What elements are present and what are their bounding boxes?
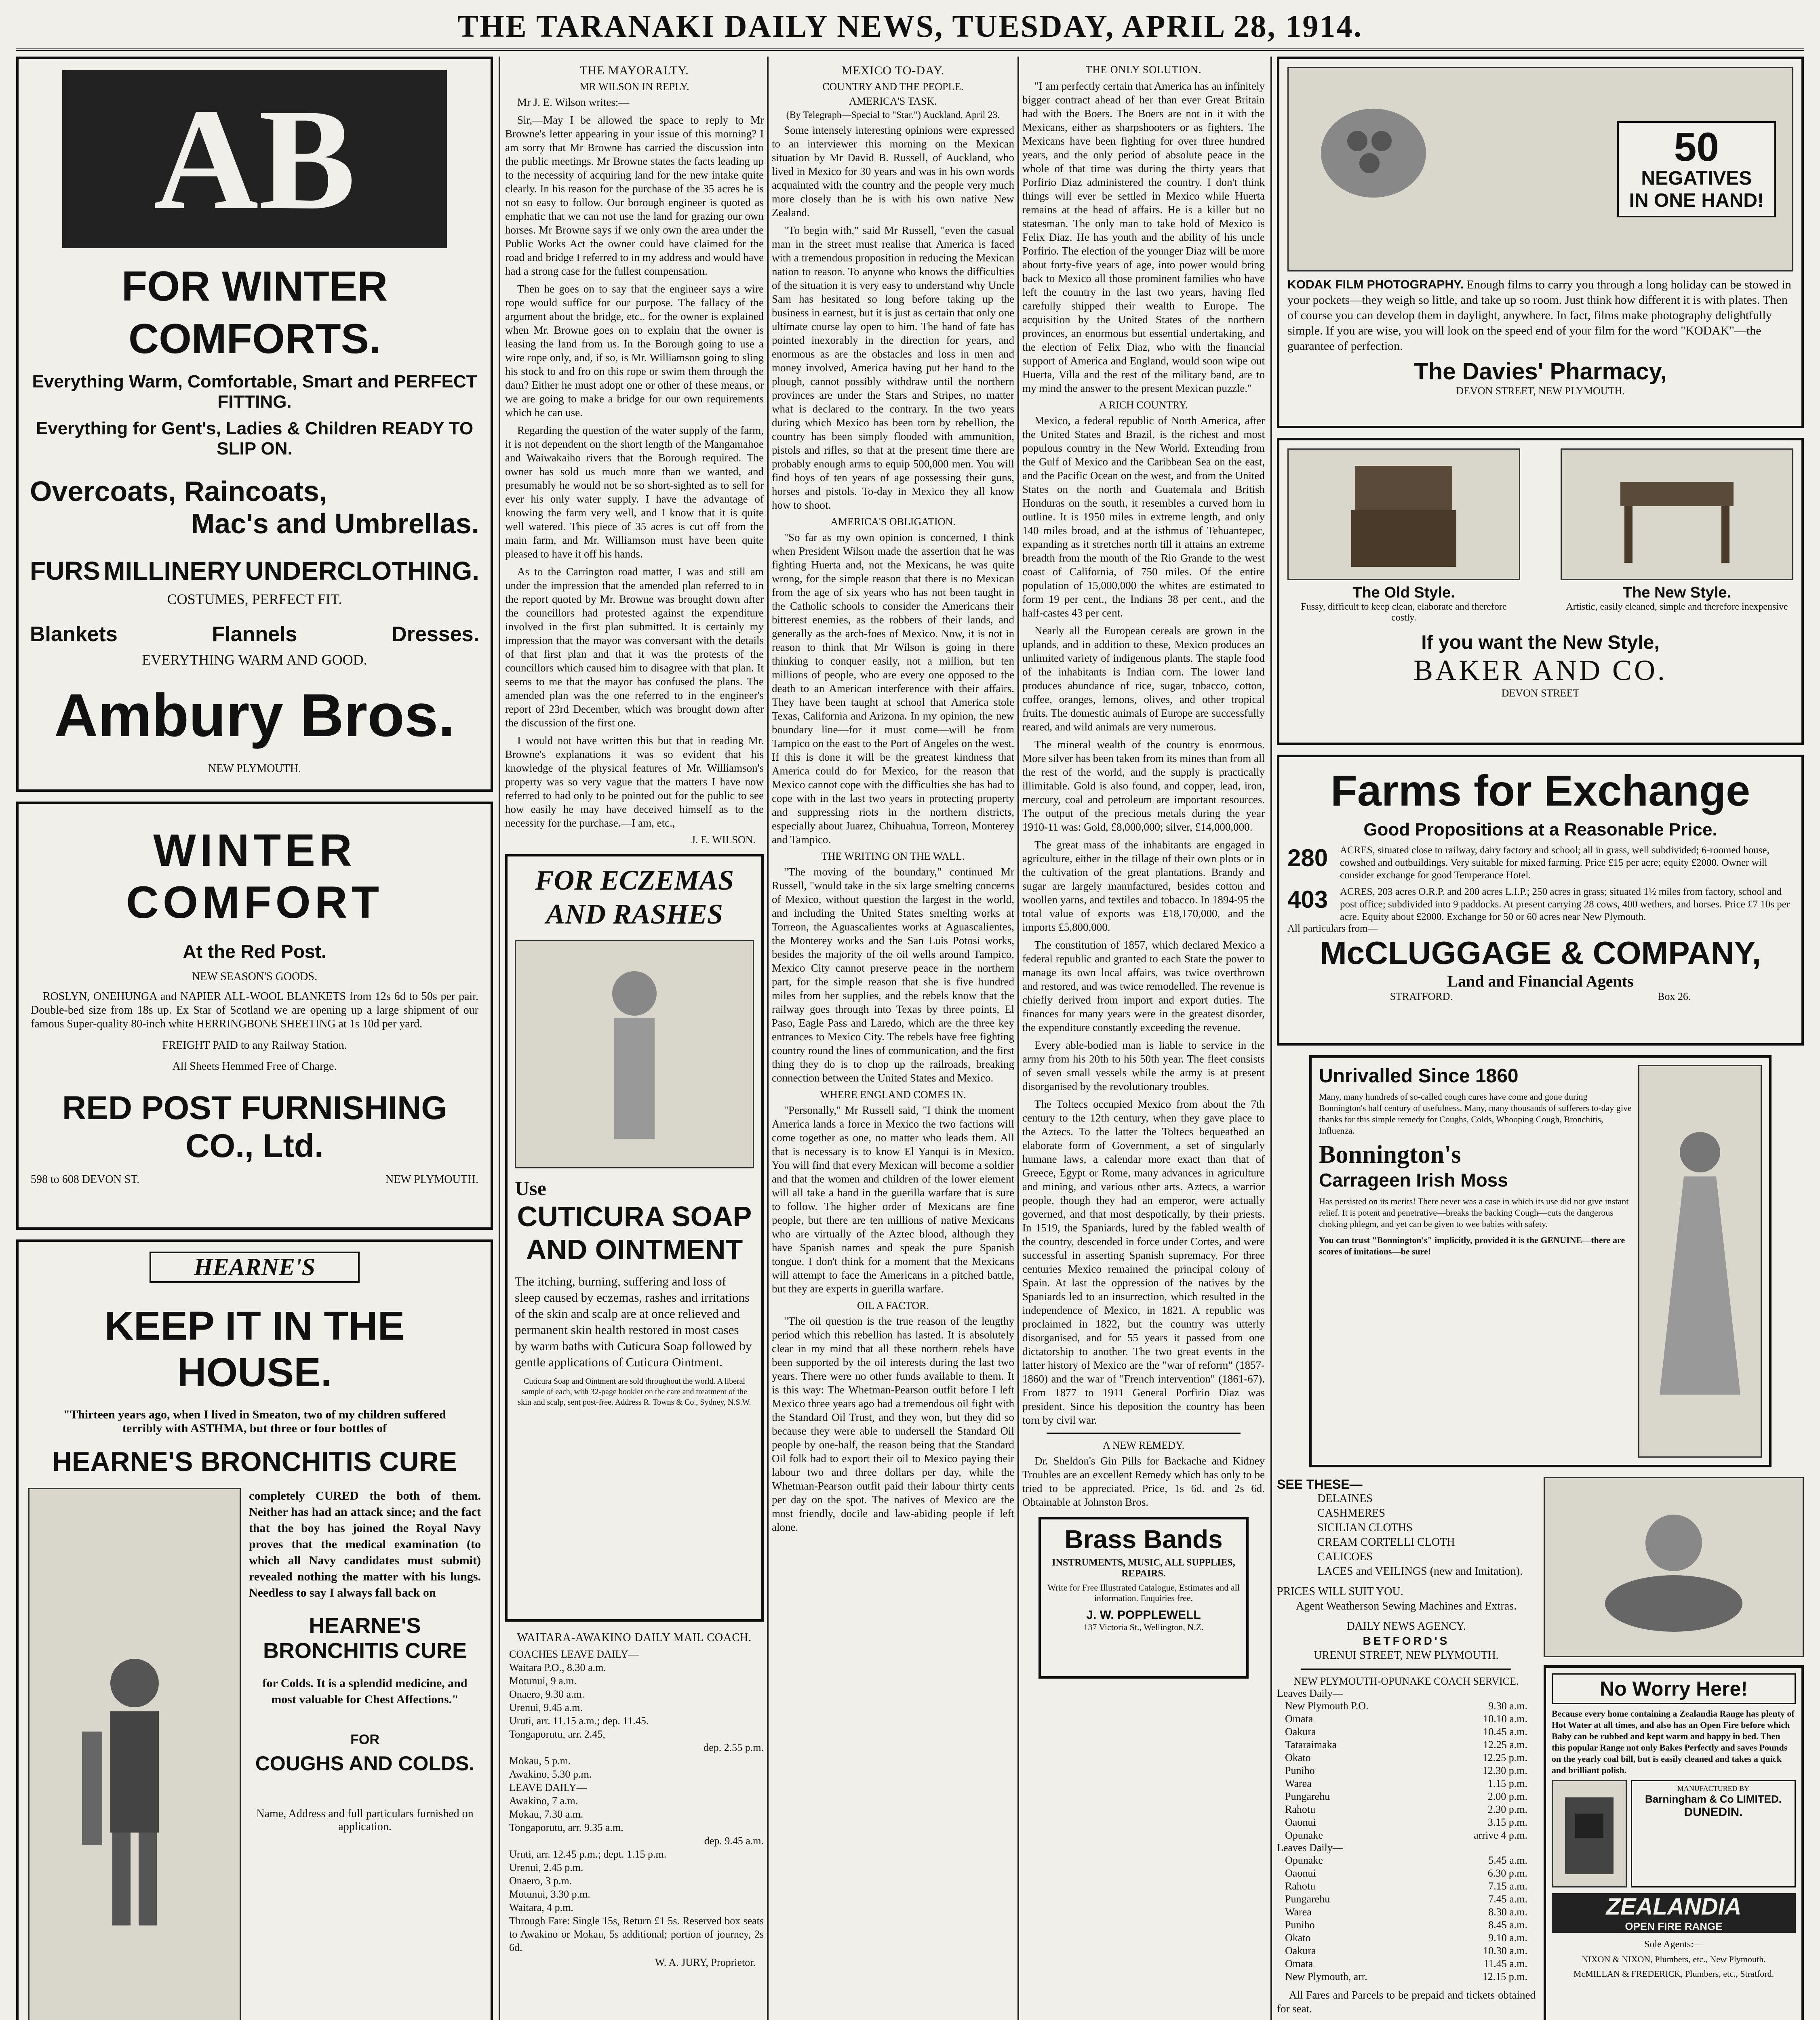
- redpost-address-row: [31, 1173, 478, 1186]
- timetable-row: [1285, 1880, 1527, 1893]
- timetable-time: 9.30 a.m.: [1488, 1700, 1527, 1712]
- ambury-line1: Everything Warm, Comfortable, Smart and PERFECT FITTING.: [32, 372, 477, 412]
- ambury-blankets: Blankets: [30, 623, 118, 646]
- kodak-text: [1287, 277, 1793, 354]
- negatives-badge: [1617, 121, 1776, 217]
- zealandia-maker2: Barningham & Co LIMITED.: [1645, 1793, 1782, 1805]
- zealandia-agent1: NIXON & NIXON, Plumbers, etc., New Plymouth.: [1582, 1954, 1766, 1964]
- redpost-season: NEW SEASON'S GOODS.: [192, 970, 318, 983]
- rich-country-paragraph: The constitution of 1857, which declared Mexico a federal republic and granted to each State the power to manage its own local affairs, was twice overthrown and restored, and was twice remodelled. The revenue is chiefly derived from import and export duties. The finances for many years were in the greatest disorder, the expenditure constantly exceeding the revenue.: [1022, 939, 1265, 1033]
- timetable-stop: Pungarehu: [1285, 1791, 1330, 1802]
- timetable-row: [1285, 1919, 1527, 1932]
- child-illustration: [515, 940, 754, 1168]
- old-style: [1287, 448, 1520, 623]
- coach-line: Tongaporutu, arr. 2.45,: [509, 1728, 605, 1740]
- bonnington-product: Carrageen Irish Moss: [1319, 1170, 1508, 1191]
- coach-heading: WAITARA-AWAKINO DAILY MAIL COACH.: [517, 1631, 752, 1644]
- farms-firm: McCLUGGAGE & COMPANY,: [1320, 935, 1761, 971]
- brass-line1: INSTRUMENTS, MUSIC, ALL SUPPLIES, REPAIRS.: [1052, 1557, 1235, 1579]
- timetable-time: 3.15 p.m.: [1487, 1816, 1527, 1828]
- timetable-time: 10.10 a.m.: [1483, 1713, 1527, 1725]
- cuticura-fine: Cuticura Soap and Ointment are sold throughout the world. A liberal sample of each, with 32-page booklet on the care and treatment of the skin and scalp, sent post-free. Address R. Towns & Co., Sydney, N.S.W.: [518, 1377, 751, 1407]
- drapery-name: BETFORD'S: [1363, 1635, 1450, 1647]
- drapery-item: CALICOES: [1317, 1551, 1373, 1563]
- brass-line2: Write for Free Illustrated Catalogue, Estimates and all information. Enquiries free.: [1047, 1582, 1240, 1603]
- mayoralty-subheading: MR WILSON IN REPLY.: [579, 81, 689, 93]
- range-illustration: [1552, 1780, 1627, 1887]
- timetable-stop: Okato: [1285, 1932, 1311, 1944]
- timetable-time: 1.15 p.m.: [1487, 1778, 1527, 1789]
- drapery-item: CASHMERES: [1317, 1507, 1386, 1519]
- mexico-sub5: WHERE ENGLAND COMES IN.: [820, 1089, 966, 1100]
- mexico-sub3: AMERICA'S OBLIGATION.: [830, 516, 956, 528]
- rich-country-paragraph: The Toltecs occupied Mexico from about the 7th century to the 12th century, when they gave place to the Aztecs. To the latter the Toltecs bequeathed an elaborate form of Government, a set of singularly humane laws, a calendar more exact than that of Greece, Egypt or Rome, many advances in agriculture and mining, and various other arts. Aztecs, a warrior people, though they had an emperor, were actually governed, and that most despotically, by their priests. In 1519, the Spaniards, lured by the fabled wealth of the country, descended in force under Cortes, and were successful in asserting Spanish supremacy. For three centuries Mexico remained the principal colony of Spain. At last the oppression of the natives by the Spaniards led to an insurrection, which resulted in the independence of Mexico, in 1821. A republic was proclaimed in 1822, but the country was utterly disorganised, and for 55 years it passed from one dictatorship to another. The two great events in the latter history of Mexico are the "war of reform" (1857-1860) and the war of "French intervention" (1861-67). From 1877 to 1911 General Porfirio Diaz was president. Since his deposition the country has been torn by civil war.: [1022, 1098, 1265, 1426]
- baby-tub-icon: [1601, 1494, 1746, 1640]
- drapery-item: CREAM CORTELLI CLOTH: [1317, 1536, 1455, 1549]
- badge-number: 50: [1674, 124, 1719, 170]
- cuticura-body: The itching, burning, suffering and loss of sleep caused by eczemas, rashes and irritations of the skin and scalp are at once relieved and permanent skin health restored in most cases by warm baths with Cuticura Soap followed by gentle applications of Cuticura Ointment.: [515, 1274, 752, 1369]
- mexico-sub2: AMERICA'S TASK.: [849, 95, 937, 107]
- mayoralty-paragraph: Then he goes on to say that the engineer says a wire rope would suffice for our purpose. The fallacy of the argument about the bridge, etc., for the owner is explained when Mr. Browne goes on to explain that the owner is leasing the land from us. In the Borough going to use a wire rope only, and, if so, is Mr. Williamson going to sling his stock to and fro on this rope or swim them through the dam? Either he must adopt one or other of these means, or we are going to make a bridge for our own requirements which he can use.: [505, 283, 764, 419]
- timetable-stop: Oakura: [1285, 1726, 1316, 1738]
- mayoralty-paragraph: Sir,—May I be allowed the space to reply to Mr Browne's letter appearing in your issue of this morning? I am sorry that Mr Browne has carried the discussion into the public meetings. Mr Browne states the facts leading up to the necessity of acquiring land for the new intake quite clearly. In his reason for the purchase of the 35 acres he is not so easy to follow. Our borough engineer is quoted as emphatic that we can not use the land for grazing our own horses. Mr Browne says if we only own the area under the Public Works Act the owner could have claimed for the road and bridge I referred to in my address and would have had a strong case for the fullest compensation.: [505, 114, 764, 277]
- column-rule: [1017, 57, 1019, 2020]
- coach2-timetable-in: [1277, 1854, 1536, 1983]
- zealandia-ad: [1544, 1665, 1804, 2020]
- farms-box: Box 26.: [1658, 991, 1691, 1002]
- timetable-row: [1285, 1700, 1527, 1713]
- new-remedy-heading: A NEW REMEDY.: [1103, 1439, 1184, 1451]
- ambury-name: Ambury Bros.: [54, 681, 455, 749]
- mexico-paragraph: "To begin with," said Mr Russell, "even the casual man in the street must realise that America is faced with a tremendous proposition in reducing the Mexican nation to reason. To anyone who knows the difficulties of the situation it is very easy to understand why Uncle Sam has hesitated so long before taking up the business in earnest, but it is just as certain that only one ultimate course lay open to him. The hand of fate has pointed inexorably in the direction for years, and enormous as are the obstacles and loss in men and money involved, America having put her hand to the plough, cannot possibly withdraw until the northern provinces are under the Stars and Stripes, no matter what is declared to the contrary. In the two years during which Mexico has been torn by rebellion, the country has been simply flooded with ammunition, pistols and rifles, so that at the present time there are probably enough arms to equip 500,000 men. You will find boys of ten years of age possessing their guns, horses and pistols. To-day in Mexico they all know how to shoot.: [772, 224, 1014, 511]
- zealandia-maker1: MANUFACTURED BY: [1677, 1784, 1750, 1793]
- new-style-desc: Artistic, easily cleaned, simple and therefore inexpensive: [1566, 602, 1788, 612]
- bonnington-tail: You can trust "Bonnington's" implicitly, provided it is the GENUINE—there are scores of imitations—be sure!: [1319, 1235, 1625, 1256]
- timetable-row: [1285, 1738, 1527, 1751]
- ambury-line5: COSTUMES, PERFECT FIT.: [167, 591, 342, 607]
- coach-line: Motunui, 9 a.m.: [509, 1675, 577, 1687]
- badge-line3: IN ONE HAND!: [1629, 190, 1764, 211]
- kodak-ad: [1277, 57, 1804, 428]
- timetable-row: [1285, 1893, 1527, 1906]
- redpost-ad: [16, 802, 493, 1230]
- coach-line: COACHES LEAVE DAILY—: [509, 1648, 639, 1660]
- baker-name: BAKER AND CO.: [1413, 654, 1668, 686]
- farm-280-desc: ACRES, situated close to railway, dairy factory and school; all in grass, well subdivided; 6-roomed house, cowshed and outbuildings. Very suitable for mixed farming. Price £15 per acre; equity £2000. Owner will consider exchange for good Temperance Hotel.: [1340, 845, 1769, 881]
- soldier-illustration: [28, 1488, 241, 2020]
- timetable-stop: Omata: [1285, 1713, 1313, 1725]
- masthead: THE TARANAKI DAILY NEWS, TUESDAY, APRIL 28, 1914.: [16, 4, 1804, 51]
- column-1: [16, 57, 493, 2020]
- mexico-paragraph: "So far as my own opinion is concerned, I think when President Wilson made the assertion that he was fighting Huerta and, not the Mexicans, he was quite wrong, for the simple reason that there is no Mexican from the age of six years who has not been taught in the Catholic schools to consider the Americans their bitterest enemies, as the robbers of their lands, and generally as the arch-foes of Mexico. Now, it is not in reason to think that Mr Wilson is going in there thinking to conquer easily, not a million, but ten millions of people, who are every one opposed to the death to an American interference with their affairs. They have been taught at school that America stole Texas, California and Arizona. In my opinion, the new boundary line—for it must come—will be from Tampico on the east to the Port of Angeles on the west. If this is done it will be the greatest kindness that America could do for Mexico, for the reason that Mexico cannot cope with the difficulties she has had to cope with in the last two years in protecting property and suppressing riots in the northern districts, especially about Juarez, Chihuahua, Torreon, Monterey and Tampico.: [772, 531, 1014, 846]
- timetable-row: [1285, 1790, 1527, 1803]
- coach-timetable: [505, 1648, 764, 1954]
- coach2-note: All Fares and Parcels to be prepaid and tickets obtained for seat.: [1277, 1989, 1536, 2015]
- new-table-illustration: [1561, 448, 1793, 580]
- mexico-heading: MEXICO TO-DAY.: [841, 64, 945, 77]
- timetable-stop: Warea: [1285, 1778, 1312, 1789]
- new-remedy-paragraph: Dr. Sheldon's Gin Pills for Backache and Kidney Troubles are an excellent Remedy which has only to be tried to be appreciated. Price, 1s 6d. and 2s 6d. Obtainable at Johnston Bros.: [1022, 1455, 1265, 1508]
- hearne-body-row: [28, 1488, 481, 2020]
- drapery-head: SEE THESE—: [1277, 1477, 1363, 1492]
- farm-403: [1287, 886, 1793, 923]
- mexico-sub6: OIL A FACTOR.: [857, 1300, 929, 1311]
- ambury-headline: FOR WINTER COMFORTS.: [121, 263, 388, 362]
- coach-line: Uruti, arr. 11.15 a.m.; dep. 11.45.: [509, 1715, 649, 1727]
- timetable-stop: Warea: [1285, 1906, 1312, 1918]
- coach2: [1277, 1675, 1536, 2020]
- zealandia-agents: Sole Agents:—: [1644, 1939, 1703, 1950]
- brass-bands-ad: [1038, 1517, 1249, 1679]
- ambury-furs: FURS: [30, 556, 101, 585]
- timetable-row: [1285, 1816, 1527, 1829]
- farms-agents: Land and Financial Agents: [1447, 972, 1634, 990]
- bonnington-body: Has persisted on its merits! There never was a case in which its use did not give instant relief. It is potent and penetrative—breaks the backing Cough—cuts the dangerous choking phlegm, and yet can be given to wee babies with safety.: [1319, 1196, 1629, 1229]
- redpost-body: ROSLYN, ONEHUNGA and NAPIER ALL-WOOL BLANKETS from 12s 6d to 50s per pair. Double-bed size from 18s up. Ex Star of Scotland we are opening up a large shipment of our famous Super-quality 80-inch white HERRINGBONE SHEETING at 1s 10d per yard.: [31, 990, 478, 1030]
- kodak-head: KODAK FILM PHOTOGRAPHY.: [1287, 278, 1464, 291]
- timetable-stop: Oaonui: [1285, 1867, 1316, 1879]
- old-style-desc: Fussy, difficult to keep clean, elaborate and therefore costly.: [1301, 602, 1507, 623]
- kodak-addr: DEVON STREET, NEW PLYMOUTH.: [1456, 385, 1625, 397]
- timetable-time: arrive 4 p.m.: [1474, 1829, 1527, 1841]
- timetable-row: [1285, 1725, 1527, 1738]
- farms-address: [1287, 991, 1793, 1003]
- drapery-addr: URENUI STREET, NEW PLYMOUTH.: [1314, 1649, 1499, 1662]
- timetable-stop: New Plymouth, arr.: [1285, 1971, 1367, 1982]
- ambury-dresses: Dresses.: [392, 623, 479, 646]
- ambury-row-b: [30, 622, 479, 646]
- timetable-stop: Opunake: [1285, 1829, 1323, 1841]
- stove-icon: [1561, 1789, 1618, 1878]
- timetable-row: [1285, 1906, 1527, 1919]
- brass-head: Brass Bands: [1064, 1525, 1223, 1554]
- timetable-row: [1285, 1777, 1527, 1790]
- zealandia-head: No Worry Here!: [1552, 1673, 1796, 1704]
- column-rule: [767, 57, 769, 2020]
- timetable-time: 9.10 a.m.: [1488, 1932, 1527, 1944]
- farms-head: Farms for Exchange: [1330, 766, 1750, 815]
- mexico-dateline: (By Telegraph—Special to "Star.") Auckland, April 23.: [786, 110, 1000, 120]
- farms-all: All particulars from—: [1287, 923, 1378, 934]
- timetable-stop: Puniho: [1285, 1765, 1315, 1776]
- baker-line: If you want the New Style,: [1421, 632, 1660, 653]
- mayoralty-paragraph: I would not have written this but that in reading Mr. Browne's explanations it was so evident that his knowledge of the physical features of Mr. Williamson's property was so very vague that the matters I have now referred to had only to be pointed out for the public to see how easily he may have deceived himself as to the necessity for the purchase.—I am, etc.,: [505, 734, 764, 829]
- solution-paragraph: "I am perfectly certain that America has an infinitely bigger contract ahead of her than ever Great Britain had with the Boers. The Boers are not in it with the Mexicans, either as sharpshooters or as fighters. The Mexicans have been fighting for over three hundred years, and the only period of absolute peace in the whole of that time was during the thirty years that Porfirio Diaz administered the country. I don't think things will ever be settled in Mexico while Huerta remains at the head of affairs. He is a killer but no statesman. The only man to take hold of Mexico is Felix Diaz. He has youth and the ability of his uncle Porfirio. The election of the younger Diaz will be more about forty-five years of age, into power would bring back to Mexico all those prominent families who have left the country in the last two years, having fled carefully shipped their wealth to Europe. The acquisition by the United States of the northern provinces, an enormous but essential undertaking, and the election of Felix Diaz, who with the financial support of America and England, would soon wipe out Huerta, Villa and the rest of the military band, are to my mind the answer to the present Mexican puzzle.": [1022, 80, 1265, 394]
- redpost-name: RED POST FURNISHING CO., Ltd.: [62, 1090, 447, 1164]
- timetable-stop: Tataraimaka: [1285, 1739, 1337, 1751]
- new-style: [1561, 448, 1793, 623]
- column-4: [1022, 57, 1265, 2020]
- cuticura-use: Use: [515, 1177, 546, 1199]
- ambury-ad: [16, 57, 493, 792]
- ambury-underclothing: UNDERCLOTHING.: [245, 556, 479, 585]
- brass-addr: 137 Victoria St., Wellington, N.Z.: [1083, 1622, 1204, 1632]
- mayoralty-heading: THE MAYORALTY.: [580, 64, 689, 77]
- timetable-stop: Oaonui: [1285, 1816, 1316, 1828]
- old-style-label: The Old Style.: [1352, 584, 1455, 601]
- hand-with-film-illustration: [1287, 67, 1793, 271]
- drapery-item: SICILIAN CLOTHS: [1317, 1521, 1413, 1534]
- mexico-paragraph: "The moving of the boundary," continued Mr Russell, "would take in the six large smelting concerns of Mexico, without question the largest in the world, and including the United States smelting works at Torreon, the Aguascalientes works at Aguascalientes, the Monterey works and the San Luis Potosi works, besides the majority of the oil wells around Tampico. Mexico City cannot preserve peace in the northern part, for the simple reason that she is five hundred miles from her supplies, and the rebels know that the railway goes through into Texas by three points, El Paso, Eagle Pass and Laredo, which are the three key entrances to Mexico City. The rebels have free fighting country round the lines of communication, and the first thing they do is to chop up the railroads, breaking connection between the United States and Mexico.: [772, 866, 1014, 1084]
- ambury-millinery: MILLINERY: [103, 556, 242, 585]
- cuticura-brand: CUTICURA SOAP AND OINTMENT: [517, 1201, 752, 1265]
- timetable-row: [1285, 1932, 1527, 1944]
- hand-icon: [1313, 93, 1434, 214]
- bonnington-brand: Bonnington's: [1319, 1141, 1461, 1168]
- drapery-agent: Agent Weatherson Sewing Machines and Extras.: [1295, 1600, 1517, 1612]
- hearne-for: FOR: [350, 1732, 379, 1747]
- coach-line: Onaero, 9.30 a.m.: [509, 1688, 585, 1700]
- table-icon: [1612, 458, 1742, 571]
- mexico-sub1: COUNTRY AND THE PEOPLE.: [822, 81, 964, 93]
- coach2-head: NEW PLYMOUTH-OPUNAKE COACH SERVICE.: [1293, 1675, 1519, 1687]
- bonnington-intro: Many, many hundreds of so-called cough cures have come and gone during Bonnington's half century of usefulness. Many, many thousands of sufferers to-day give thanks for this simple remedy for Coughs, Colds, Whooping Cough, Bronchitis, Influenza.: [1319, 1092, 1632, 1136]
- mexico-paragraph: "Personally," Mr Russell said, "I think the moment America lands a force in Mexico the two factions will come together as one, no matter who leads them. All that is necessary is to know El Yanqui is in Mexico. You will find that every Mexican will become a soldier and that the women and children of the lower element will all take a hand in the guerilla warfare that is sure to follow. The higher order of Mexicans are fine people, but there are ten millions of native Mexicans who are virtually of the Aztec blood, although they have Spanish names and speak the pure Spanish tongue. I don't think for a moment that the Mexicans will attempt to face the Americans in a pitched battle, but they are experts in guerilla warfare.: [772, 1104, 1014, 1295]
- mayoralty-signature: J. E. WILSON.: [691, 834, 756, 846]
- zealandia-maker: [1631, 1780, 1796, 1887]
- timetable-time: 12.15 p.m.: [1482, 1971, 1527, 1982]
- hearne-footer: Name, Address and full particulars furnished on application.: [256, 1807, 474, 1833]
- bottom-right: [1544, 1477, 1804, 2020]
- timetable-time: 5.45 a.m.: [1488, 1854, 1527, 1866]
- new-style-label: The New Style.: [1622, 584, 1732, 601]
- column-2: [505, 57, 764, 2020]
- old-sideboard-illustration: [1287, 448, 1520, 580]
- ambury-line2: Everything for Gent's, Ladies & Children READY TO SLIP ON.: [36, 419, 474, 459]
- coach-line: Tongaporutu, arr. 9.35 a.m.: [509, 1822, 624, 1833]
- farm-280: [1287, 844, 1793, 882]
- mayoralty-paragraph: As to the Carrington road matter, I was and still am under the impression that the amended plan referred to in the report quoted by Mr. Browne was brought down after the councillors had protested against the expenditure involved in the first plan submitted. It is certainly my impression that the mayor was conversant with the details of that first plan and that it was the protests of the councillors which caused him to disagree with that plan. It seems to me that the mayor has confused the plans. The amended plan was the one referred to in the engineer's report of 23rd December, which was brought down after the discussion of the first one.: [505, 566, 764, 729]
- coach-line: Motunui, 3.30 p.m.: [509, 1888, 590, 1900]
- timetable-stop: Puniho: [1285, 1919, 1315, 1931]
- coach2-rows1-head: Leaves Daily—: [1277, 1688, 1343, 1699]
- timetable-time: 8.45 a.m.: [1488, 1919, 1527, 1931]
- hearne-body: completely CURED the both of them. Neither has had an attack since; and the fact that the boy has joined the Royal Navy proves that the medical examination (to which all Navy candidates must submit) revealed nothing the matter with his lungs. Needless to say I always fall back on: [249, 1489, 481, 1599]
- hearne-quote: "Thirteen years ago, when I lived in Smeaton, two of my children suffered terribly with ASTHMA, but three or four bottles of: [63, 1408, 446, 1435]
- timetable-stop: New Plymouth P.O.: [1285, 1700, 1369, 1712]
- coach-line: LEAVE DAILY—: [509, 1782, 587, 1793]
- coach-signature: W. A. JURY, Proprietor.: [655, 1957, 756, 1968]
- ab-logo: AB: [62, 70, 447, 248]
- furniture-row: [1287, 448, 1793, 623]
- timetable-row: [1285, 1854, 1527, 1867]
- baker-ad: [1277, 438, 1804, 745]
- timetable-time: 10.45 a.m.: [1483, 1726, 1527, 1738]
- drapery-news: DAILY NEWS AGENCY.: [1346, 1620, 1466, 1633]
- zealandia-brand2: OPEN FIRE RANGE: [1552, 1920, 1796, 1933]
- timetable-stop: Okato: [1285, 1752, 1311, 1763]
- timetable-row: [1285, 1713, 1527, 1725]
- timetable-row: [1285, 1970, 1527, 1983]
- drapery-items: [1277, 1492, 1536, 1579]
- timetable-stop: Pungarehu: [1285, 1893, 1330, 1905]
- timetable-time: 7.15 a.m.: [1488, 1880, 1527, 1892]
- timetable-time: 6.30 p.m.: [1487, 1867, 1527, 1879]
- ambury-line3: Overcoats, Raincoats,: [30, 476, 327, 507]
- coach-line: Mokau, 7.30 a.m.: [509, 1808, 583, 1820]
- brass-name: J. W. POPPLEWELL: [1086, 1608, 1201, 1622]
- bonnington-ad: [1309, 1055, 1772, 1467]
- timetable-row: [1285, 1803, 1527, 1816]
- divider: [1301, 1669, 1511, 1670]
- baker-addr: DEVON STREET: [1501, 687, 1580, 699]
- hearne-product2: HEARNE'S BRONCHITIS CURE: [263, 1614, 467, 1663]
- ambury-line6: EVERYTHING WARM AND GOOD.: [142, 652, 367, 668]
- farm-403-number: 403: [1287, 886, 1328, 913]
- farms-town: STRATFORD.: [1390, 991, 1453, 1002]
- mayoralty-paragraph: Regarding the question of the water supply of the farm, it is not dependent on the short length of the Mangamahoe and Waiwakaiho rivers that the Borough required. The owner has sold us much more than we wanted, and presumably he would not be so short-sighted as to sell for ever his only water supply. I have the advantage of knowing the farm very well, and I know that it is quite well watered. This piece of 35 acres is cut off from the main farm, and Mr. Williamson must have been quite pleased to have it off his hands.: [505, 424, 764, 560]
- ambury-row-a: [30, 556, 479, 586]
- timetable-stop: Omata: [1285, 1958, 1313, 1970]
- timetable-stop: Opunake: [1285, 1854, 1323, 1866]
- child-figure-icon: [594, 965, 675, 1143]
- timetable-row: [1285, 1867, 1527, 1880]
- hearne-product: HEARNE'S BRONCHITIS CURE: [52, 1446, 457, 1477]
- coach-line: dep. 9.45 a.m.: [704, 1835, 764, 1847]
- farms-ad: [1277, 755, 1804, 1046]
- coach-line: Waitara, 4 p.m.: [509, 1902, 573, 1913]
- coach-line: Waitara P.O., 8.30 a.m.: [509, 1662, 606, 1673]
- farm-280-number: 280: [1287, 844, 1328, 871]
- kodak-body: Enough films to carry you through a long holiday can be stowed in your pockets—they weigh so little, and take up so room. Just think how different it is with plates. Then of course you can develop them in daylight, anywhere. In fact, films make photography delightfully simple. If you are wise, you will look on the speed end of your film for the word "KODAK"—the guarantee of perfection.: [1287, 278, 1791, 353]
- redpost-town: NEW PLYMOUTH.: [385, 1173, 478, 1186]
- sideboard-icon: [1343, 458, 1464, 571]
- zealandia-maker3: DUNEDIN.: [1684, 1805, 1743, 1819]
- rich-country-paragraph: The great mass of the inhabitants are engaged in agriculture, either in the tillage of their own plots or in the cultivation of the great plantations. Brandy and sugar are largely manufactured, besides cotton and woollen yarns, and textiles and tobacco. In 1894-95 the total value of exports was £18,170,000, and the imports £5,800,000.: [1022, 839, 1265, 933]
- drapery-prices: PRICES WILL SUIT YOU.: [1277, 1585, 1403, 1598]
- timetable-time: 12.25 p.m.: [1482, 1752, 1527, 1763]
- coach2-timetable-out: [1277, 1700, 1536, 1842]
- zealandia-body: Because every home containing a Zealandia Range has plenty of Hot Water at all times, and also has an Open Fire before which Baby can be rubbed and kept warm and happy in bed. Then this popular Range not only Bakes Perfectly and saves Pounds on the yearly coal bill, but is easily cleaned and takes a quick and brilliant polish.: [1552, 1709, 1795, 1775]
- coach-line: Mokau, 5 p.m.: [509, 1755, 571, 1767]
- coach-line: Urenui, 9.45 a.m.: [509, 1702, 583, 1713]
- redpost-address: 598 to 608 DEVON ST.: [31, 1173, 140, 1186]
- timetable-stop: Rahotu: [1285, 1880, 1316, 1892]
- coach-line: Through Fare: Single 15s, Return £1 5s. Reserved box seats to Awakino or Mokau, 5s additional; portion of journey, 2s 6d.: [509, 1915, 764, 1953]
- mexico-paragraph: Some intensely interesting opinions were expressed to an interviewer this morning on the Mexican situation by Mr David B. Russell, of Auckland, who lived in Mexico for 30 years and was in his own words acquainted with the country and the people very much more closely than he is with his own native New Zealand.: [772, 124, 1014, 219]
- column-rule: [499, 57, 500, 2020]
- column-3: [772, 57, 1014, 2020]
- zealandia-maker-row: [1552, 1780, 1796, 1887]
- rich-country-paragraph: Every able-bodied man is liable to service in the army from his 20th to his 50th year. The fleet consists of seven small vessels while the army is at present disorganised by the revolutionary troubles.: [1022, 1039, 1265, 1092]
- rich-country-paragraph: The mineral wealth of the country is enormous. More silver has been taken from its mines than from all the rest of the world, and the supply is practically illimitable. Gold is also found, and copper, lead, iron, mercury, coal and petroleum are important resources. The output of the precious metals during the year 1910-11 was: Gold, £8,000,000; silver, £14,000,000.: [1022, 739, 1265, 833]
- timetable-stop: Rahotu: [1285, 1803, 1316, 1815]
- zealandia-agent2: McMILLAN & FREDERICK, Plumbers, etc., Stratford.: [1573, 1969, 1774, 1979]
- coach-line: Urenui, 2.45 p.m.: [509, 1862, 583, 1873]
- bottom-split: [1277, 1477, 1804, 2020]
- timetable-time: 2.30 p.m.: [1487, 1803, 1527, 1815]
- timetable-row: [1285, 1957, 1527, 1970]
- timetable-time: 7.45 a.m.: [1488, 1893, 1527, 1905]
- column-5: [1277, 57, 1804, 2020]
- cuticura-ad: [505, 854, 764, 1622]
- hearne-text: [241, 1488, 481, 2020]
- badge-line2: NEGATIVES: [1641, 168, 1752, 189]
- timetable-time: 12.25 a.m.: [1483, 1739, 1527, 1751]
- bonnington-since: Unrivalled Since 1860: [1319, 1065, 1519, 1087]
- timetable-time: 10.30 a.m.: [1483, 1945, 1527, 1957]
- redpost-sheets: All Sheets Hemmed Free of Charge.: [172, 1060, 337, 1073]
- coach-line: Onaero, 3 p.m.: [509, 1875, 572, 1887]
- bottom-left: [1277, 1477, 1544, 2020]
- divider: [1047, 1433, 1241, 1434]
- ambury-line4: Mac's and Umbrellas.: [191, 508, 479, 539]
- coach-line: Uruti, arr. 12.45 p.m.; dept. 1.15 p.m.: [509, 1848, 667, 1860]
- redpost-freight: FREIGHT PAID to any Railway Station.: [162, 1039, 347, 1052]
- mexico-paragraph: "The oil question is the true reason of the lengthy period which this rebellion has lasted. It is absolutely clear in my mind that all these northern rebels have been supported by the oil interests during the last two years. There were no other funds available to them. It is this way: The Whetman-Pearson outfit before I left Mexico three years ago had a tremendous oil fight with the Standard Oil Trust, and they won, but they did so because they were able to undersell the Standard Oil people by one-half, the reason being that the Standard Oil folk had to export their oil to Mexico paying their labour two and three dollars per day, while the Whetman-Pearson outfit paid their labour thirty cents per day on the spot. The natives of Mexico are the most friendly, docile and law-abiding people if left alone.: [772, 1315, 1014, 1533]
- drapery-item: DELAINES: [1317, 1492, 1373, 1505]
- redpost-sub: At the Red Post.: [183, 941, 327, 962]
- mayoralty-paragraph: Mr J. E. Wilson writes:—: [517, 96, 630, 108]
- solution-heading: THE ONLY SOLUTION.: [1085, 64, 1202, 76]
- rich-country-heading: A RICH COUNTRY.: [1099, 399, 1188, 411]
- coach2-rows2-head: Leaves Daily—: [1277, 1842, 1343, 1854]
- baby-in-tub-illustration: [1544, 1477, 1804, 1657]
- cuticura-top: FOR ECZEMAS AND RASHES: [535, 865, 734, 930]
- lady-illustration: [1638, 1065, 1762, 1458]
- ambury-flannels: Flannels: [212, 623, 297, 646]
- timetable-time: 8.30 a.m.: [1488, 1906, 1527, 1918]
- ambury-place: NEW PLYMOUTH.: [208, 762, 301, 775]
- hearne-ad: [16, 1239, 493, 2020]
- redpost-headline: WINTER COMFORT: [126, 825, 383, 928]
- timetable-row: [1285, 1944, 1527, 1957]
- timetable-time: 11.45 a.m.: [1483, 1958, 1527, 1970]
- coach-line: Awakino, 5.30 p.m.: [509, 1768, 592, 1780]
- timetable-row: [1285, 1829, 1527, 1842]
- timetable-time: 2.00 p.m.: [1487, 1791, 1527, 1802]
- timetable-stop: Oakura: [1285, 1945, 1316, 1957]
- drapery-ad: [1277, 1477, 1536, 1663]
- hearne-brand: HEARNE'S: [150, 1252, 360, 1283]
- hearne-coughs: COUGHS AND COLDS.: [255, 1752, 475, 1775]
- kodak-shop: The Davies' Pharmacy,: [1414, 358, 1667, 385]
- soldier-figure-icon: [74, 1651, 195, 1934]
- farm-403-desc: ACRES, 203 acres O.R.P. and 200 acres L.I.P.; 250 acres in grass; situated 1½ miles from factory, school and post office; subdivided into 9 paddocks. At present carrying 28 cows, 400 wethers, and horses. Price £7 10s per acre. Equity about £2000. Exchange for 50 or 60 acres near New Plymouth.: [1340, 886, 1790, 922]
- hearne-side: for Colds. It is a splendid medicine, and most valuable for Chest Affections.": [262, 1677, 468, 1706]
- hearne-headline: KEEP IT IN THE HOUSE.: [104, 1303, 405, 1395]
- timetable-time: 12.30 p.m.: [1482, 1765, 1527, 1776]
- rich-country-paragraph: Mexico, a federal republic of North America, after the United States and Brazil, is the richest and most populous country in the New World. Extending from the Gulf of Mexico and the Caribbean Sea on the east, and the Pacific Ocean on the west, and from the United States on the north and Guatemala and British Honduras on the south, it resembles a curved horn in outline. It is 1950 miles in extreme length, and only 140 miles broad, and at the isthmus of Tehuantepec, expanding as it stretches north till it attains an extreme breadth from the mouth of the Rio Grande to the west coast of California, of 750 miles. Of the entire population of 15,000,000 the whites are estimated to form 19 per cent., the Indians 38 per cent., and the half-castes 43 per cent.: [1022, 415, 1265, 619]
- bonnington-text: [1319, 1065, 1638, 1458]
- drapery-item: LACES and VEILINGS (new and Imitation).: [1317, 1565, 1523, 1578]
- timetable-row: [1285, 1764, 1527, 1777]
- lady-figure-icon: [1651, 1120, 1748, 1403]
- rich-country-paragraph: Nearly all the European cereals are grown in the uplands, and in addition to these, Mexico produces an unlimited variety of indigenous plants. The staple food of the inhabitants is Indian corn. The lower land produces abundance of rice, sugar, tobacco, cotton, coffee, oranges, lemons, olives, and other tropical fruits. The domestic animals of Europe are successfully reared, and wild animals are very numerous.: [1022, 625, 1265, 733]
- coach-line: Awakino, 7 a.m.: [509, 1795, 578, 1807]
- column-rule: [1270, 57, 1272, 2020]
- farms-sub: Good Propositions at a Reasonable Price.: [1363, 820, 1717, 840]
- mexico-sub4: THE WRITING ON THE WALL.: [821, 850, 965, 862]
- zealandia-brand: ZEALANDIA: [1552, 1893, 1796, 1920]
- timetable-row: [1285, 1751, 1527, 1764]
- coach-line: dep. 2.55 p.m.: [704, 1742, 764, 1753]
